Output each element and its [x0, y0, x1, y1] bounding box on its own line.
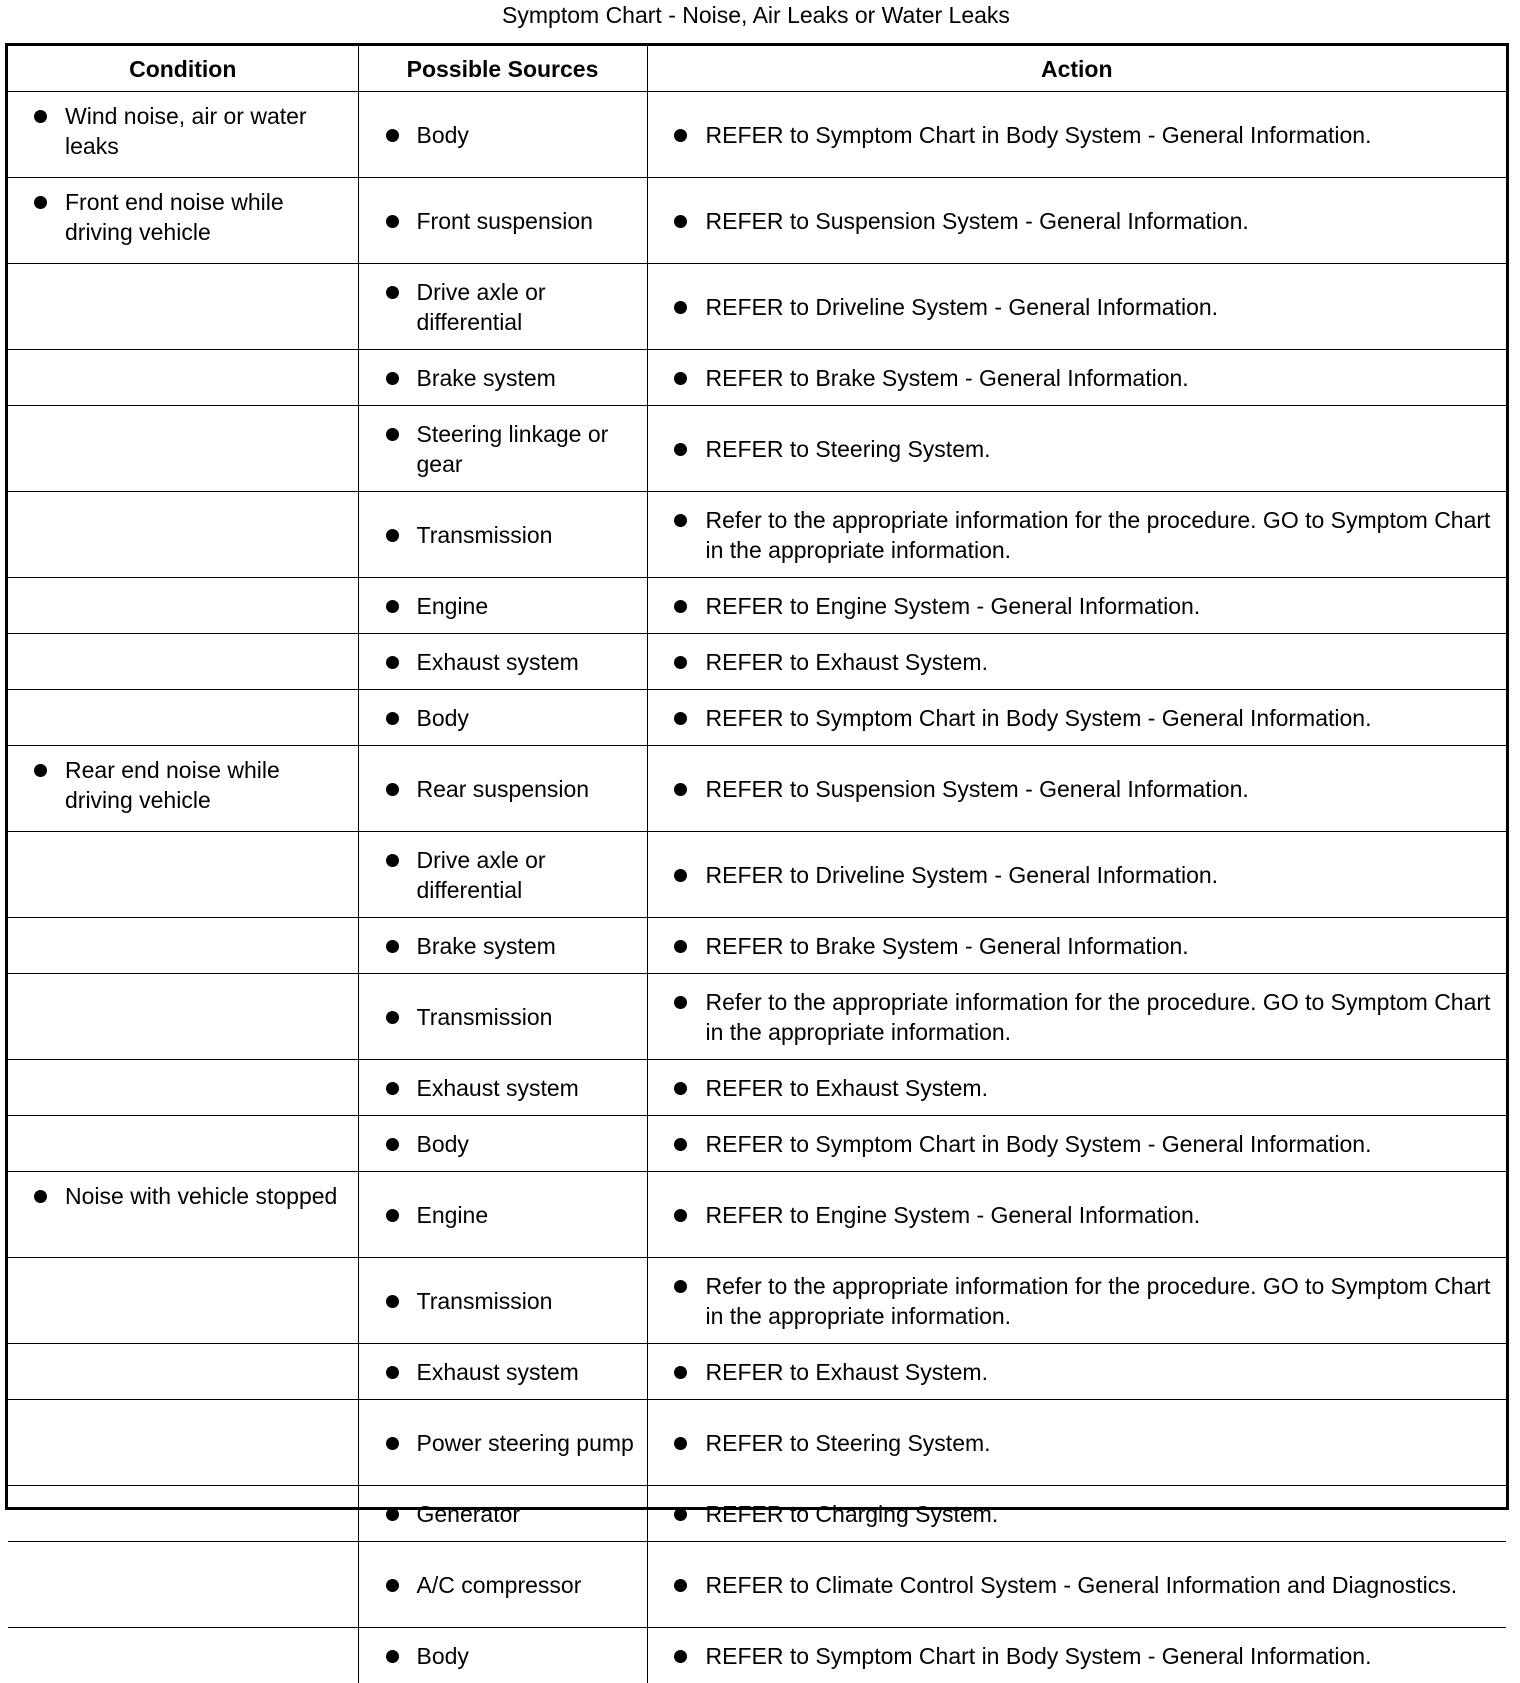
- source-text: Steering linkage or gear: [417, 421, 609, 477]
- condition-cell: [8, 1344, 358, 1400]
- bullet-icon: [674, 443, 687, 456]
- action-text: REFER to Steering System.: [706, 1430, 991, 1456]
- action-text: REFER to Climate Control System - General Information and Diagnostics.: [706, 1572, 1458, 1598]
- condition-cell: [8, 832, 358, 918]
- condition-cell: [8, 1172, 358, 1258]
- table-row: [8, 578, 1506, 634]
- bullet-icon: [34, 196, 47, 209]
- bullet-icon: [386, 1295, 399, 1308]
- bullet-icon: [386, 783, 399, 796]
- condition-text: Front end noise while driving vehicle: [65, 189, 284, 245]
- source-cell: [358, 634, 647, 690]
- condition-cell: [8, 1628, 358, 1683]
- source-text: Exhaust system: [417, 1359, 579, 1385]
- symptom-table-frame: [5, 43, 1509, 1510]
- bullet-icon: [386, 1082, 399, 1095]
- action-text: REFER to Engine System - General Information.: [706, 1202, 1201, 1228]
- bullet-icon: [674, 1650, 687, 1663]
- table-row: [8, 1116, 1506, 1172]
- condition-text: Rear end noise while driving vehicle: [65, 757, 280, 813]
- source-cell: [358, 578, 647, 634]
- source-text: Brake system: [417, 933, 556, 959]
- bullet-icon: [386, 286, 399, 299]
- bullet-icon: [674, 215, 687, 228]
- action-text: REFER to Engine System - General Information.: [706, 593, 1201, 619]
- action-cell: [647, 690, 1506, 746]
- condition-cell: [8, 492, 358, 578]
- action-text: REFER to Symptom Chart in Body System - General Information.: [706, 122, 1372, 148]
- table-row: [8, 634, 1506, 690]
- table-row: [8, 1344, 1506, 1400]
- source-cell: [358, 1172, 647, 1258]
- bullet-icon: [34, 110, 47, 123]
- bullet-icon: [674, 783, 687, 796]
- action-text: Refer to the appropriate information for the procedure. GO to Symptom Chart in the appropriate information.: [706, 1273, 1491, 1329]
- source-text: Body: [417, 122, 469, 148]
- action-text: REFER to Suspension System - General Information.: [706, 208, 1249, 234]
- source-text: Brake system: [417, 365, 556, 391]
- action-cell: [647, 746, 1506, 832]
- condition-text: Wind noise, air or water leaks: [65, 103, 307, 159]
- source-text: Front suspension: [417, 208, 593, 234]
- bullet-icon: [386, 854, 399, 867]
- condition-cell: [8, 92, 358, 178]
- condition-cell: [8, 918, 358, 974]
- source-cell: [358, 1628, 647, 1683]
- source-text: Exhaust system: [417, 649, 579, 675]
- bullet-icon: [674, 514, 687, 527]
- bullet-icon: [674, 372, 687, 385]
- source-text: Body: [417, 705, 469, 731]
- condition-cell: [8, 178, 358, 264]
- bullet-icon: [386, 129, 399, 142]
- bullet-icon: [674, 129, 687, 142]
- condition-cell: [8, 1116, 358, 1172]
- bullet-icon: [386, 1366, 399, 1379]
- bullet-icon: [674, 1138, 687, 1151]
- header-condition: Condition: [8, 46, 358, 92]
- source-text: Body: [417, 1131, 469, 1157]
- action-cell: [647, 832, 1506, 918]
- table-row: [8, 1060, 1506, 1116]
- action-text: Refer to the appropriate information for the procedure. GO to Symptom Chart in the appropriate information.: [706, 507, 1491, 563]
- action-cell: [647, 974, 1506, 1060]
- action-cell: [647, 1344, 1506, 1400]
- bullet-icon: [674, 1366, 687, 1379]
- bullet-icon: [674, 1437, 687, 1450]
- bullet-icon: [386, 215, 399, 228]
- action-cell: [647, 1400, 1506, 1486]
- table-row: [8, 1172, 1506, 1258]
- bullet-icon: [386, 529, 399, 542]
- action-text: REFER to Steering System.: [706, 436, 991, 462]
- bullet-icon: [386, 1138, 399, 1151]
- action-text: REFER to Symptom Chart in Body System - General Information.: [706, 705, 1372, 731]
- condition-text: Noise with vehicle stopped: [65, 1183, 337, 1209]
- bullet-icon: [674, 996, 687, 1009]
- bullet-icon: [34, 1190, 47, 1203]
- table-row: [8, 1400, 1506, 1486]
- source-text: Body: [417, 1643, 469, 1669]
- source-cell: [358, 1542, 647, 1628]
- action-cell: [647, 264, 1506, 350]
- header-possible-sources: Possible Sources: [358, 46, 647, 92]
- bullet-icon: [386, 372, 399, 385]
- page-title: Symptom Chart - Noise, Air Leaks or Water Leaks: [0, 0, 1512, 30]
- source-text: Engine: [417, 593, 489, 619]
- condition-cell: [8, 634, 358, 690]
- table-row: [8, 178, 1506, 264]
- action-cell: [647, 1116, 1506, 1172]
- source-text: Engine: [417, 1202, 489, 1228]
- source-text: Transmission: [417, 1004, 553, 1030]
- bullet-icon: [674, 1280, 687, 1293]
- action-cell: [647, 1060, 1506, 1116]
- bullet-icon: [386, 1011, 399, 1024]
- action-cell: [647, 406, 1506, 492]
- action-text: REFER to Driveline System - General Information.: [706, 294, 1219, 320]
- action-text: REFER to Driveline System - General Information.: [706, 862, 1219, 888]
- source-cell: [358, 92, 647, 178]
- action-cell: [647, 92, 1506, 178]
- bullet-icon: [386, 1209, 399, 1222]
- condition-cell: [8, 746, 358, 832]
- table-row: [8, 492, 1506, 578]
- action-cell: [647, 492, 1506, 578]
- source-cell: [358, 350, 647, 406]
- action-text: REFER to Brake System - General Information.: [706, 933, 1189, 959]
- source-cell: [358, 492, 647, 578]
- condition-cell: [8, 264, 358, 350]
- bullet-icon: [674, 1579, 687, 1592]
- source-text: Transmission: [417, 1288, 553, 1314]
- action-text: REFER to Symptom Chart in Body System - General Information.: [706, 1643, 1372, 1669]
- source-cell: [358, 690, 647, 746]
- table-row: [8, 1542, 1506, 1628]
- condition-cell: [8, 350, 358, 406]
- condition-cell: [8, 1060, 358, 1116]
- condition-cell: [8, 1258, 358, 1344]
- bullet-icon: [674, 712, 687, 725]
- bullet-icon: [386, 712, 399, 725]
- bullet-icon: [674, 940, 687, 953]
- table-row: [8, 1628, 1506, 1683]
- bullet-icon: [386, 940, 399, 953]
- source-text: Power steering pump: [417, 1430, 634, 1456]
- table-row: [8, 264, 1506, 350]
- condition-cell: [8, 578, 358, 634]
- table-row: [8, 350, 1506, 406]
- table-row: [8, 832, 1506, 918]
- source-cell: [358, 918, 647, 974]
- source-cell: [358, 1258, 647, 1344]
- table-row: [8, 690, 1506, 746]
- bullet-icon: [386, 656, 399, 669]
- source-cell: [358, 746, 647, 832]
- header-action: Action: [647, 46, 1506, 92]
- action-cell: [647, 634, 1506, 690]
- header-row: [8, 46, 1506, 92]
- source-cell: [358, 974, 647, 1060]
- action-cell: [647, 918, 1506, 974]
- source-text: A/C compressor: [417, 1572, 582, 1598]
- action-text: REFER to Exhaust System.: [706, 649, 988, 675]
- bullet-icon: [674, 869, 687, 882]
- bullet-icon: [386, 428, 399, 441]
- action-text: REFER to Brake System - General Information.: [706, 365, 1189, 391]
- bullet-icon: [674, 1508, 687, 1521]
- table-row: [8, 918, 1506, 974]
- action-cell: [647, 1628, 1506, 1683]
- source-text: Drive axle or differential: [417, 847, 546, 903]
- source-cell: [358, 1116, 647, 1172]
- action-cell: [647, 178, 1506, 264]
- bullet-icon: [674, 600, 687, 613]
- bullet-icon: [386, 1508, 399, 1521]
- action-cell: [647, 350, 1506, 406]
- bullet-icon: [386, 1579, 399, 1592]
- bullet-icon: [386, 600, 399, 613]
- source-cell: [358, 178, 647, 264]
- bullet-icon: [674, 301, 687, 314]
- source-text: Transmission: [417, 522, 553, 548]
- bullet-icon: [386, 1437, 399, 1450]
- table-row: [8, 92, 1506, 178]
- bullet-icon: [674, 1209, 687, 1222]
- action-text: REFER to Exhaust System.: [706, 1359, 988, 1385]
- source-text: Rear suspension: [417, 776, 590, 802]
- source-cell: [358, 1400, 647, 1486]
- bullet-icon: [674, 656, 687, 669]
- table-row: [8, 974, 1506, 1060]
- action-text: Refer to the appropriate information for the procedure. GO to Symptom Chart in the appropriate information.: [706, 989, 1491, 1045]
- condition-cell: [8, 1542, 358, 1628]
- source-text: Generator: [417, 1501, 521, 1527]
- bullet-icon: [386, 1650, 399, 1663]
- bullet-icon: [674, 1082, 687, 1095]
- action-text: REFER to Symptom Chart in Body System - General Information.: [706, 1131, 1372, 1157]
- bullet-icon: [34, 764, 47, 777]
- action-cell: [647, 1258, 1506, 1344]
- action-cell: [647, 578, 1506, 634]
- source-cell: [358, 1060, 647, 1116]
- source-cell: [358, 832, 647, 918]
- table-row: [8, 1258, 1506, 1344]
- table-row: [8, 406, 1506, 492]
- action-text: REFER to Exhaust System.: [706, 1075, 988, 1101]
- condition-cell: [8, 1400, 358, 1486]
- action-text: REFER to Suspension System - General Information.: [706, 776, 1249, 802]
- table-row: [8, 746, 1506, 832]
- source-cell: [358, 406, 647, 492]
- action-cell: [647, 1542, 1506, 1628]
- condition-cell: [8, 406, 358, 492]
- action-text: REFER to Charging System.: [706, 1501, 999, 1527]
- source-text: Drive axle or differential: [417, 279, 546, 335]
- source-cell: [358, 264, 647, 350]
- condition-cell: [8, 690, 358, 746]
- symptom-table: [8, 46, 1506, 1683]
- condition-cell: [8, 974, 358, 1060]
- action-cell: [647, 1172, 1506, 1258]
- source-cell: [358, 1344, 647, 1400]
- source-text: Exhaust system: [417, 1075, 579, 1101]
